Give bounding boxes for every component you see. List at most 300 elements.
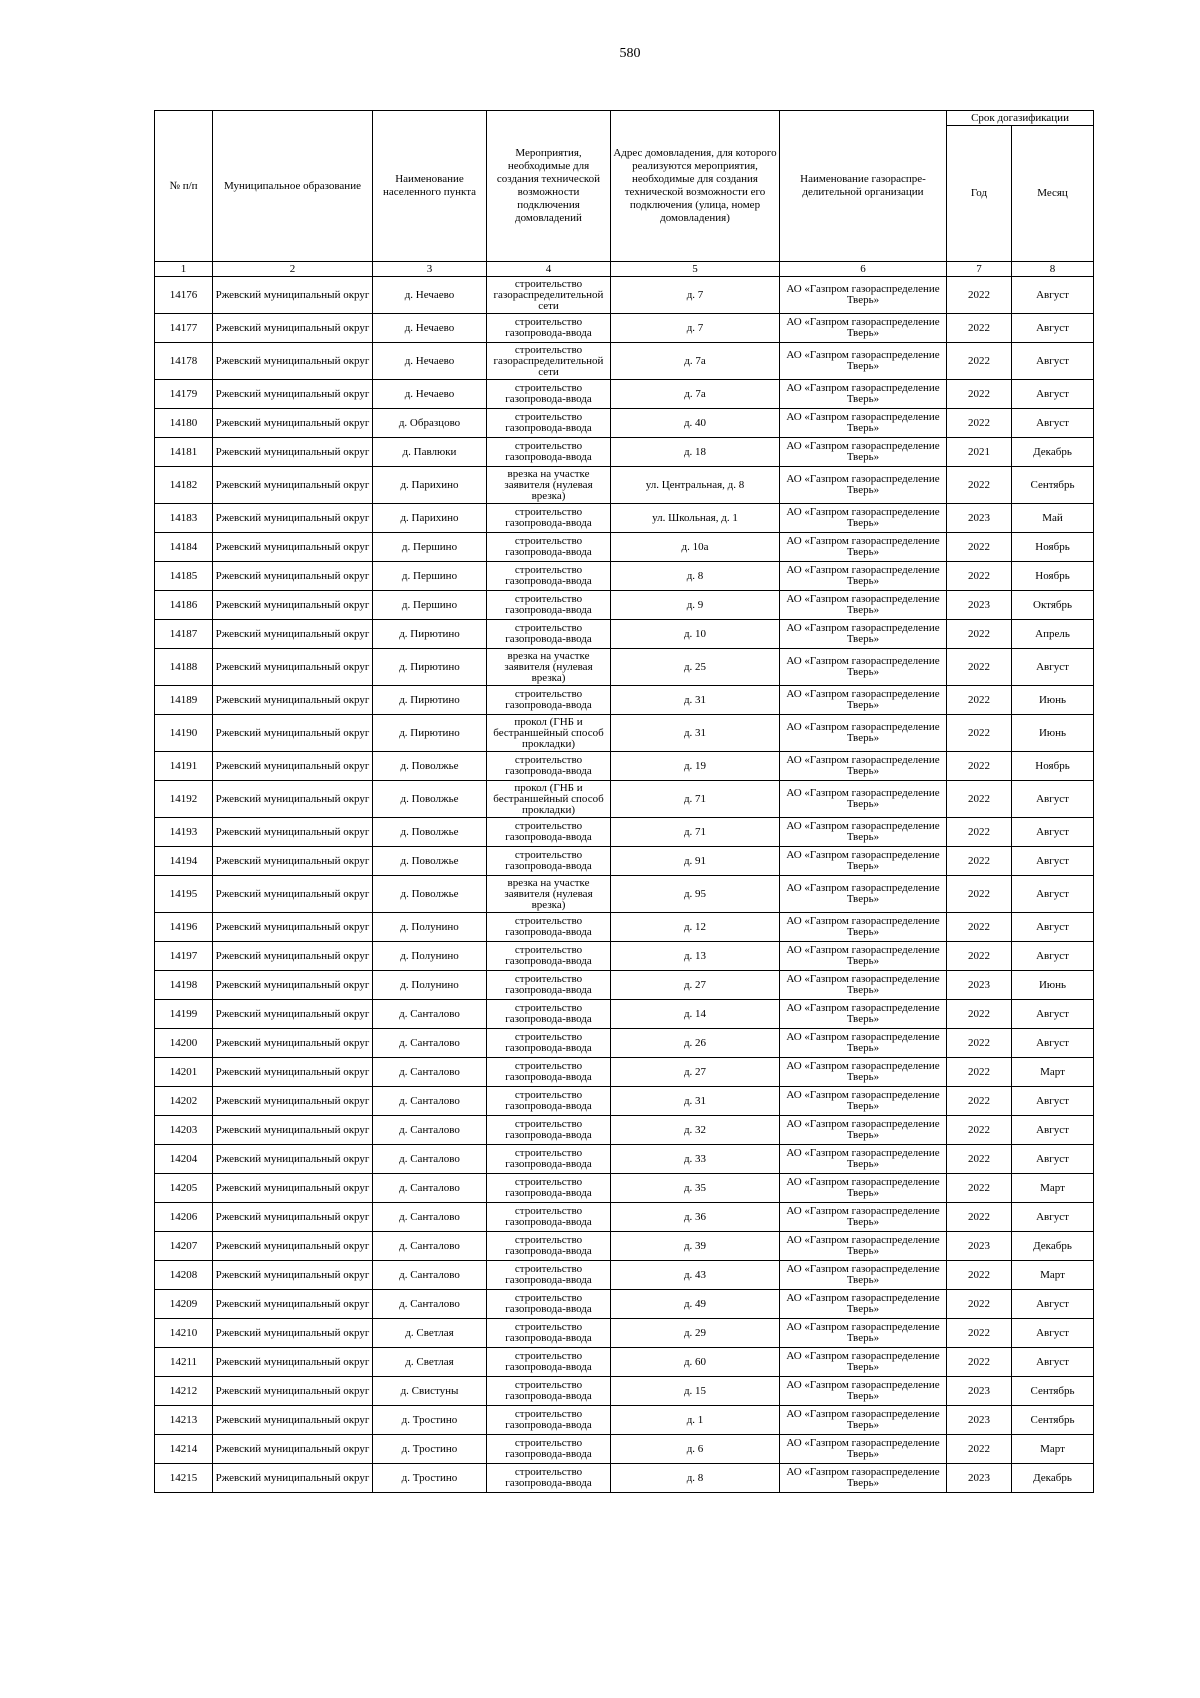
- cell-settlement: д. Поволжье: [373, 752, 487, 781]
- table-row: [155, 277, 1094, 314]
- cell-measure: строительство газопровода-ввода: [487, 1232, 611, 1261]
- cell-month: Август: [1012, 1290, 1094, 1319]
- cell-address: д. 36: [611, 1203, 780, 1232]
- cell-organization: АО «Газпром газораспределение Тверь»: [780, 380, 947, 409]
- table-row: [155, 1029, 1094, 1058]
- cell-row-number: 14183: [155, 504, 213, 533]
- cell-organization: АО «Газпром газораспределение Тверь»: [780, 1464, 947, 1493]
- cell-address: д. 39: [611, 1232, 780, 1261]
- cell-municipality: Ржевский муниципальный округ: [213, 1290, 373, 1319]
- cell-organization: АО «Газпром газораспределение Тверь»: [780, 781, 947, 818]
- cell-organization: АО «Газпром газораспределение Тверь»: [780, 1377, 947, 1406]
- cell-organization: АО «Газпром газораспределение Тверь»: [780, 1232, 947, 1261]
- cell-municipality: Ржевский муниципальный округ: [213, 1029, 373, 1058]
- cell-municipality: Ржевский муниципальный округ: [213, 781, 373, 818]
- cell-month: Июнь: [1012, 971, 1094, 1000]
- cell-year: 2022: [947, 847, 1012, 876]
- cell-settlement: д. Пирютино: [373, 649, 487, 686]
- cell-measure: прокол (ГНБ и бестраншейный способ прокладки): [487, 715, 611, 752]
- cell-month: Август: [1012, 847, 1094, 876]
- table-row: [155, 752, 1094, 781]
- cell-measure: строительство газопровода-ввода: [487, 1435, 611, 1464]
- cell-measure: строительство газораспределительной сети: [487, 277, 611, 314]
- header-year: Год: [947, 126, 1012, 262]
- cell-municipality: Ржевский муниципальный округ: [213, 752, 373, 781]
- column-number: 7: [947, 262, 1012, 277]
- cell-municipality: Ржевский муниципальный округ: [213, 380, 373, 409]
- table-row: [155, 1319, 1094, 1348]
- cell-row-number: 14178: [155, 343, 213, 380]
- cell-month: Август: [1012, 1087, 1094, 1116]
- cell-month: Март: [1012, 1435, 1094, 1464]
- cell-municipality: Ржевский муниципальный округ: [213, 591, 373, 620]
- cell-settlement: д. Светлая: [373, 1348, 487, 1377]
- cell-municipality: Ржевский муниципальный округ: [213, 562, 373, 591]
- header-number: № п/п: [155, 111, 213, 262]
- cell-measure: строительство газопровода-ввода: [487, 409, 611, 438]
- cell-settlement: д. Павлюки: [373, 438, 487, 467]
- cell-month: Октябрь: [1012, 591, 1094, 620]
- cell-measure: строительство газопровода-ввода: [487, 591, 611, 620]
- cell-row-number: 14196: [155, 913, 213, 942]
- cell-municipality: Ржевский муниципальный округ: [213, 1435, 373, 1464]
- cell-measure: прокол (ГНБ и бестраншейный способ прокладки): [487, 781, 611, 818]
- cell-measure: строительство газопровода-ввода: [487, 847, 611, 876]
- cell-measure: строительство газопровода-ввода: [487, 1029, 611, 1058]
- cell-municipality: Ржевский муниципальный округ: [213, 620, 373, 649]
- cell-row-number: 14211: [155, 1348, 213, 1377]
- cell-month: Август: [1012, 1116, 1094, 1145]
- table-row: [155, 1174, 1094, 1203]
- cell-measure: строительство газопровода-ввода: [487, 686, 611, 715]
- cell-year: 2022: [947, 467, 1012, 504]
- cell-year: 2022: [947, 686, 1012, 715]
- cell-row-number: 14187: [155, 620, 213, 649]
- table-row: [155, 1000, 1094, 1029]
- cell-settlement: д. Санталово: [373, 1029, 487, 1058]
- cell-address: д. 7а: [611, 343, 780, 380]
- table-row: [155, 504, 1094, 533]
- cell-municipality: Ржевский муниципальный округ: [213, 1464, 373, 1493]
- cell-organization: АО «Газпром газораспределение Тверь»: [780, 1261, 947, 1290]
- cell-address: д. 7а: [611, 380, 780, 409]
- cell-row-number: 14188: [155, 649, 213, 686]
- cell-year: 2022: [947, 1319, 1012, 1348]
- cell-address: д. 25: [611, 649, 780, 686]
- cell-year: 2022: [947, 1116, 1012, 1145]
- cell-address: д. 8: [611, 562, 780, 591]
- cell-address: ул. Центральная, д. 8: [611, 467, 780, 504]
- cell-municipality: Ржевский муниципальный округ: [213, 1145, 373, 1174]
- column-number: 5: [611, 262, 780, 277]
- table-header: [155, 111, 1094, 277]
- cell-measure: строительство газопровода-ввода: [487, 942, 611, 971]
- table-row: [155, 818, 1094, 847]
- cell-row-number: 14195: [155, 876, 213, 913]
- cell-measure: строительство газопровода-ввода: [487, 1348, 611, 1377]
- cell-municipality: Ржевский муниципальный округ: [213, 1261, 373, 1290]
- cell-municipality: Ржевский муниципальный округ: [213, 942, 373, 971]
- cell-row-number: 14180: [155, 409, 213, 438]
- cell-month: Декабрь: [1012, 438, 1094, 467]
- table-row: [155, 1261, 1094, 1290]
- cell-month: Сентябрь: [1012, 1377, 1094, 1406]
- cell-settlement: д. Нечаево: [373, 314, 487, 343]
- cell-organization: АО «Газпром газораспределение Тверь»: [780, 467, 947, 504]
- cell-settlement: д. Тростино: [373, 1406, 487, 1435]
- cell-row-number: 14206: [155, 1203, 213, 1232]
- cell-organization: АО «Газпром газораспределение Тверь»: [780, 971, 947, 1000]
- header-month: Месяц: [1012, 126, 1094, 262]
- cell-row-number: 14201: [155, 1058, 213, 1087]
- cell-year: 2022: [947, 876, 1012, 913]
- cell-measure: строительство газопровода-ввода: [487, 1058, 611, 1087]
- cell-year: 2022: [947, 343, 1012, 380]
- cell-organization: АО «Газпром газораспределение Тверь»: [780, 533, 947, 562]
- cell-address: д. 18: [611, 438, 780, 467]
- cell-measure: строительство газопровода-ввода: [487, 1087, 611, 1116]
- cell-row-number: 14194: [155, 847, 213, 876]
- cell-year: 2022: [947, 913, 1012, 942]
- cell-address: д. 31: [611, 686, 780, 715]
- cell-address: д. 29: [611, 1319, 780, 1348]
- cell-organization: АО «Газпром газораспределение Тверь»: [780, 649, 947, 686]
- table-row: [155, 438, 1094, 467]
- table-row: [155, 1435, 1094, 1464]
- cell-settlement: д. Полунино: [373, 942, 487, 971]
- cell-address: д. 49: [611, 1290, 780, 1319]
- cell-municipality: Ржевский муниципальный округ: [213, 876, 373, 913]
- cell-row-number: 14198: [155, 971, 213, 1000]
- cell-month: Август: [1012, 818, 1094, 847]
- table-row: [155, 1377, 1094, 1406]
- cell-measure: строительство газопровода-ввода: [487, 620, 611, 649]
- cell-address: д. 31: [611, 715, 780, 752]
- cell-month: Апрель: [1012, 620, 1094, 649]
- cell-municipality: Ржевский муниципальный округ: [213, 1174, 373, 1203]
- cell-year: 2022: [947, 1145, 1012, 1174]
- cell-year: 2022: [947, 314, 1012, 343]
- header-settlement: Наименование населенного пункта: [373, 111, 487, 262]
- cell-year: 2022: [947, 1261, 1012, 1290]
- cell-year: 2022: [947, 715, 1012, 752]
- cell-row-number: 14177: [155, 314, 213, 343]
- cell-settlement: д. Першино: [373, 562, 487, 591]
- cell-measure: строительство газопровода-ввода: [487, 1000, 611, 1029]
- cell-measure: врезка на участке заявителя (нулевая врезка): [487, 876, 611, 913]
- cell-measure: строительство газопровода-ввода: [487, 562, 611, 591]
- cell-address: д. 40: [611, 409, 780, 438]
- cell-settlement: д. Тростино: [373, 1464, 487, 1493]
- cell-year: 2023: [947, 1406, 1012, 1435]
- cell-measure: строительство газопровода-ввода: [487, 1174, 611, 1203]
- header-municipality: Муниципальное образование: [213, 111, 373, 262]
- cell-row-number: 14214: [155, 1435, 213, 1464]
- cell-year: 2022: [947, 942, 1012, 971]
- cell-address: д. 6: [611, 1435, 780, 1464]
- cell-month: Август: [1012, 1145, 1094, 1174]
- cell-municipality: Ржевский муниципальный округ: [213, 686, 373, 715]
- cell-municipality: Ржевский муниципальный округ: [213, 971, 373, 1000]
- cell-settlement: д. Санталово: [373, 1087, 487, 1116]
- cell-measure: строительство газопровода-ввода: [487, 504, 611, 533]
- table-row: [155, 380, 1094, 409]
- table-row: [155, 1145, 1094, 1174]
- cell-measure: строительство газопровода-ввода: [487, 438, 611, 467]
- cell-organization: АО «Газпром газораспределение Тверь»: [780, 438, 947, 467]
- cell-organization: АО «Газпром газораспределение Тверь»: [780, 942, 947, 971]
- cell-settlement: д. Нечаево: [373, 343, 487, 380]
- cell-settlement: д. Санталово: [373, 1261, 487, 1290]
- column-number: 6: [780, 262, 947, 277]
- cell-municipality: Ржевский муниципальный округ: [213, 533, 373, 562]
- cell-organization: АО «Газпром газораспределение Тверь»: [780, 591, 947, 620]
- cell-address: ул. Школьная, д. 1: [611, 504, 780, 533]
- cell-measure: строительство газопровода-ввода: [487, 1377, 611, 1406]
- cell-municipality: Ржевский муниципальный округ: [213, 818, 373, 847]
- cell-municipality: Ржевский муниципальный округ: [213, 504, 373, 533]
- cell-year: 2022: [947, 818, 1012, 847]
- cell-municipality: Ржевский муниципальный округ: [213, 1087, 373, 1116]
- cell-address: д. 7: [611, 277, 780, 314]
- cell-row-number: 14213: [155, 1406, 213, 1435]
- cell-measure: строительство газопровода-ввода: [487, 1406, 611, 1435]
- table-row: [155, 649, 1094, 686]
- cell-measure: строительство газопровода-ввода: [487, 1319, 611, 1348]
- table-row: [155, 467, 1094, 504]
- cell-address: д. 60: [611, 1348, 780, 1377]
- cell-month: Август: [1012, 1348, 1094, 1377]
- cell-month: Ноябрь: [1012, 752, 1094, 781]
- cell-measure: строительство газопровода-ввода: [487, 1145, 611, 1174]
- column-number: 3: [373, 262, 487, 277]
- cell-organization: АО «Газпром газораспределение Тверь»: [780, 876, 947, 913]
- cell-address: д. 71: [611, 781, 780, 818]
- table-row: [155, 409, 1094, 438]
- cell-organization: АО «Газпром газораспределение Тверь»: [780, 1000, 947, 1029]
- cell-year: 2022: [947, 1000, 1012, 1029]
- cell-row-number: 14207: [155, 1232, 213, 1261]
- table-body: [155, 277, 1094, 1493]
- cell-row-number: 14176: [155, 277, 213, 314]
- cell-municipality: Ржевский муниципальный округ: [213, 1348, 373, 1377]
- cell-organization: АО «Газпром газораспределение Тверь»: [780, 913, 947, 942]
- cell-municipality: Ржевский муниципальный округ: [213, 1232, 373, 1261]
- cell-organization: АО «Газпром газораспределение Тверь»: [780, 1406, 947, 1435]
- cell-row-number: 14189: [155, 686, 213, 715]
- cell-settlement: д. Нечаево: [373, 380, 487, 409]
- table-row: [155, 533, 1094, 562]
- table-row: [155, 1232, 1094, 1261]
- cell-settlement: д. Пирютино: [373, 715, 487, 752]
- table-row: [155, 1116, 1094, 1145]
- cell-month: Август: [1012, 380, 1094, 409]
- cell-organization: АО «Газпром газораспределение Тверь»: [780, 409, 947, 438]
- cell-settlement: д. Санталово: [373, 1058, 487, 1087]
- cell-address: д. 8: [611, 1464, 780, 1493]
- cell-settlement: д. Санталово: [373, 1000, 487, 1029]
- cell-settlement: д. Парихино: [373, 467, 487, 504]
- table-row: [155, 913, 1094, 942]
- cell-settlement: д. Поволжье: [373, 847, 487, 876]
- cell-month: Май: [1012, 504, 1094, 533]
- header-gasification-term: Срок догазификации: [947, 111, 1094, 126]
- cell-month: Сентябрь: [1012, 467, 1094, 504]
- cell-organization: АО «Газпром газораспределение Тверь»: [780, 1145, 947, 1174]
- cell-measure: строительство газопровода-ввода: [487, 380, 611, 409]
- cell-address: д. 27: [611, 971, 780, 1000]
- column-number: 4: [487, 262, 611, 277]
- cell-row-number: 14192: [155, 781, 213, 818]
- cell-month: Август: [1012, 942, 1094, 971]
- cell-row-number: 14184: [155, 533, 213, 562]
- column-number: 8: [1012, 262, 1094, 277]
- cell-organization: АО «Газпром газораспределение Тверь»: [780, 562, 947, 591]
- cell-month: Июнь: [1012, 686, 1094, 715]
- cell-month: Август: [1012, 409, 1094, 438]
- cell-address: д. 14: [611, 1000, 780, 1029]
- cell-organization: АО «Газпром газораспределение Тверь»: [780, 1348, 947, 1377]
- cell-month: Август: [1012, 1000, 1094, 1029]
- cell-organization: АО «Газпром газораспределение Тверь»: [780, 620, 947, 649]
- cell-organization: АО «Газпром газораспределение Тверь»: [780, 1203, 947, 1232]
- cell-municipality: Ржевский муниципальный округ: [213, 1116, 373, 1145]
- cell-municipality: Ржевский муниципальный округ: [213, 715, 373, 752]
- cell-address: д. 43: [611, 1261, 780, 1290]
- cell-row-number: 14205: [155, 1174, 213, 1203]
- cell-settlement: д. Санталово: [373, 1290, 487, 1319]
- cell-year: 2022: [947, 562, 1012, 591]
- cell-municipality: Ржевский муниципальный округ: [213, 649, 373, 686]
- table-row: [155, 1203, 1094, 1232]
- cell-month: Март: [1012, 1261, 1094, 1290]
- cell-organization: АО «Газпром газораспределение Тверь»: [780, 1290, 947, 1319]
- cell-measure: строительство газопровода-ввода: [487, 1290, 611, 1319]
- cell-settlement: д. Поволжье: [373, 876, 487, 913]
- cell-year: 2022: [947, 277, 1012, 314]
- table-row: [155, 971, 1094, 1000]
- table-row: [155, 686, 1094, 715]
- cell-organization: АО «Газпром газораспределение Тверь»: [780, 1174, 947, 1203]
- cell-year: 2022: [947, 1087, 1012, 1116]
- cell-address: д. 1: [611, 1406, 780, 1435]
- cell-municipality: Ржевский муниципальный округ: [213, 467, 373, 504]
- cell-month: Август: [1012, 781, 1094, 818]
- cell-row-number: 14212: [155, 1377, 213, 1406]
- cell-settlement: д. Санталово: [373, 1174, 487, 1203]
- cell-measure: строительство газопровода-ввода: [487, 1203, 611, 1232]
- cell-year: 2022: [947, 1290, 1012, 1319]
- cell-year: 2022: [947, 752, 1012, 781]
- cell-organization: АО «Газпром газораспределение Тверь»: [780, 504, 947, 533]
- cell-address: д. 32: [611, 1116, 780, 1145]
- gasification-table: [154, 110, 1094, 1493]
- cell-row-number: 14186: [155, 591, 213, 620]
- cell-row-number: 14179: [155, 380, 213, 409]
- cell-row-number: 14202: [155, 1087, 213, 1116]
- cell-address: д. 91: [611, 847, 780, 876]
- cell-month: Ноябрь: [1012, 562, 1094, 591]
- cell-month: Декабрь: [1012, 1232, 1094, 1261]
- cell-settlement: д. Першино: [373, 591, 487, 620]
- cell-year: 2021: [947, 438, 1012, 467]
- cell-address: д. 26: [611, 1029, 780, 1058]
- cell-month: Август: [1012, 913, 1094, 942]
- cell-measure: врезка на участке заявителя (нулевая врезка): [487, 649, 611, 686]
- table-row: [155, 781, 1094, 818]
- table-row: [155, 942, 1094, 971]
- cell-year: 2023: [947, 1377, 1012, 1406]
- cell-municipality: Ржевский муниципальный округ: [213, 1319, 373, 1348]
- table-row: [155, 876, 1094, 913]
- page-number: 580: [619, 46, 641, 61]
- cell-measure: строительство газопровода-ввода: [487, 752, 611, 781]
- header-organization: Наименование газораспре-делительной организации: [780, 111, 947, 262]
- cell-settlement: д. Полунино: [373, 971, 487, 1000]
- cell-settlement: д. Першино: [373, 533, 487, 562]
- column-number: 1: [155, 262, 213, 277]
- table-row: [155, 1406, 1094, 1435]
- column-number: 2: [213, 262, 373, 277]
- cell-address: д. 10: [611, 620, 780, 649]
- cell-settlement: д. Санталово: [373, 1232, 487, 1261]
- cell-organization: АО «Газпром газораспределение Тверь»: [780, 343, 947, 380]
- cell-organization: АО «Газпром газораспределение Тверь»: [780, 1435, 947, 1464]
- cell-year: 2022: [947, 1435, 1012, 1464]
- header-address: Адрес домовладения, для которого реализуются мероприятия, необходимые для создания технической возможности его подключения (улица, номер домовладения): [611, 111, 780, 262]
- cell-year: 2022: [947, 1203, 1012, 1232]
- table-row: [155, 343, 1094, 380]
- cell-organization: АО «Газпром газораспределение Тверь»: [780, 1087, 947, 1116]
- cell-row-number: 14208: [155, 1261, 213, 1290]
- table-row: [155, 562, 1094, 591]
- table-row: [155, 1464, 1094, 1493]
- cell-measure: строительство газопровода-ввода: [487, 818, 611, 847]
- cell-municipality: Ржевский муниципальный округ: [213, 277, 373, 314]
- cell-row-number: 14210: [155, 1319, 213, 1348]
- cell-row-number: 14182: [155, 467, 213, 504]
- table-row: [155, 715, 1094, 752]
- cell-settlement: д. Нечаево: [373, 277, 487, 314]
- cell-organization: АО «Газпром газораспределение Тверь»: [780, 715, 947, 752]
- table-row: [155, 1290, 1094, 1319]
- cell-year: 2022: [947, 781, 1012, 818]
- cell-row-number: 14197: [155, 942, 213, 971]
- cell-month: Март: [1012, 1058, 1094, 1087]
- cell-address: д. 9: [611, 591, 780, 620]
- cell-year: 2022: [947, 649, 1012, 686]
- cell-row-number: 14215: [155, 1464, 213, 1493]
- cell-measure: строительство газопровода-ввода: [487, 971, 611, 1000]
- cell-address: д. 12: [611, 913, 780, 942]
- cell-month: Август: [1012, 314, 1094, 343]
- cell-municipality: Ржевский муниципальный округ: [213, 1203, 373, 1232]
- cell-month: Август: [1012, 876, 1094, 913]
- cell-settlement: д. Тростино: [373, 1435, 487, 1464]
- cell-organization: АО «Газпром газораспределение Тверь»: [780, 277, 947, 314]
- cell-address: д. 19: [611, 752, 780, 781]
- cell-year: 2023: [947, 591, 1012, 620]
- cell-year: 2022: [947, 409, 1012, 438]
- cell-organization: АО «Газпром газораспределение Тверь»: [780, 847, 947, 876]
- cell-measure: строительство газопровода-ввода: [487, 1116, 611, 1145]
- cell-year: 2022: [947, 620, 1012, 649]
- cell-municipality: Ржевский муниципальный округ: [213, 847, 373, 876]
- cell-month: Август: [1012, 1029, 1094, 1058]
- cell-row-number: 14190: [155, 715, 213, 752]
- cell-address: д. 95: [611, 876, 780, 913]
- cell-settlement: д. Свистуны: [373, 1377, 487, 1406]
